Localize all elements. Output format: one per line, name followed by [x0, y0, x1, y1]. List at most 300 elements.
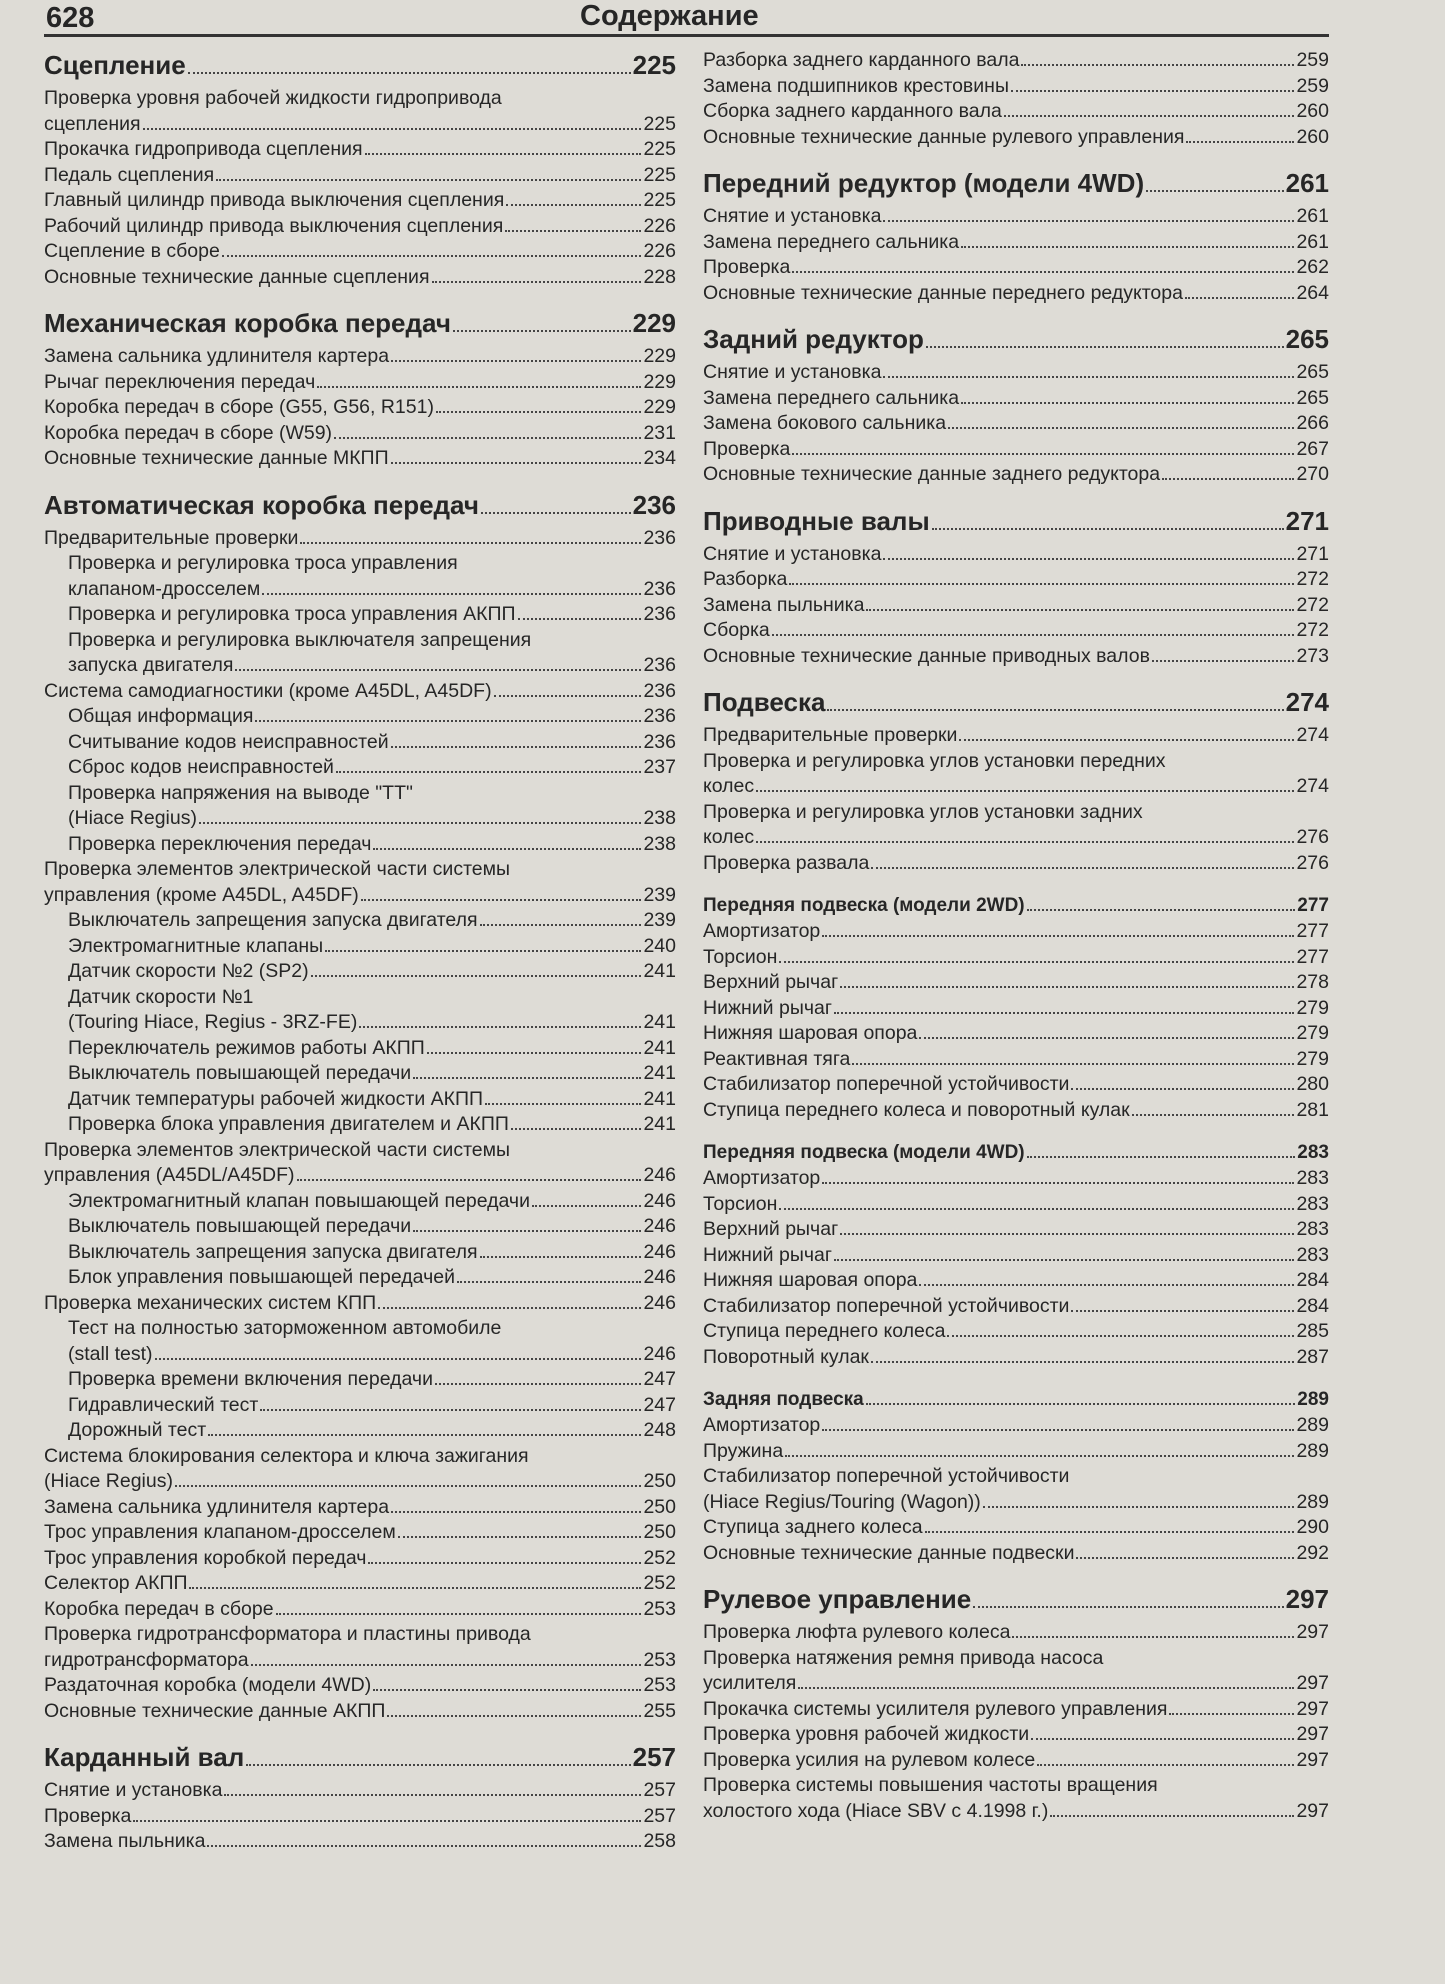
toc-entry-title: Стабилизатор поперечной устойчивости — [703, 1073, 1070, 1095]
toc-entry-page-number: 267 — [1296, 437, 1329, 460]
toc-entry — [44, 526, 676, 552]
toc-entry-page-number: 248 — [643, 1419, 676, 1441]
dot-leader — [959, 739, 1294, 741]
toc-entry — [703, 230, 1329, 256]
dot-leader — [317, 386, 641, 388]
toc-entry-title: Снятие и установка — [703, 361, 882, 383]
toc-entry-title: Проверка гидротрансформатора и пластины привода — [44, 1623, 531, 1645]
toc-entry-title: Замена бокового сальника — [703, 412, 947, 434]
toc-entry-title: Нижняя шаровая опора — [703, 1022, 918, 1044]
dot-leader — [436, 411, 641, 413]
dot-leader — [511, 1128, 642, 1130]
toc-entry-title: Сборка — [703, 619, 770, 641]
dot-leader — [792, 271, 1294, 273]
toc-entry-title: Пружина — [703, 1439, 784, 1462]
toc-entry-page-number: 257 — [643, 1804, 676, 1827]
toc-entry — [44, 344, 676, 370]
toc-entry — [44, 704, 676, 730]
dot-leader — [175, 1485, 641, 1487]
dot-leader — [359, 1026, 641, 1028]
toc-entry — [703, 851, 1329, 877]
dot-leader — [480, 924, 642, 926]
section-heading — [703, 892, 1329, 919]
dot-leader — [1186, 141, 1294, 143]
toc-entry-title: Селектор АКПП — [44, 1572, 188, 1594]
toc-entry — [44, 679, 676, 705]
toc-entry — [44, 421, 676, 447]
dot-leader — [883, 220, 1294, 222]
dot-leader — [772, 634, 1295, 636]
section-title: Приводные валы — [703, 505, 930, 536]
dot-leader — [432, 281, 642, 283]
toc-entry-title: Амортизатор — [703, 920, 821, 942]
toc-entry-page-number: 258 — [643, 1830, 676, 1852]
toc-entry-title: Проверка и регулировка троса управления АКПП — [68, 603, 516, 625]
toc-entry-title: Датчик скорости №1 — [68, 985, 254, 1008]
toc-entry-page-number: 272 — [1296, 568, 1329, 590]
toc-entry-page-number: 261 — [1296, 205, 1329, 227]
toc-entry — [44, 1342, 676, 1368]
page-number: 628 — [46, 2, 95, 34]
toc-entry-title-continued: колес — [703, 775, 755, 797]
dot-leader — [779, 961, 1294, 963]
dot-leader — [224, 1794, 641, 1796]
toc-entry — [44, 730, 676, 756]
toc-section — [703, 322, 1329, 488]
toc-entry-page-number: 273 — [1296, 644, 1329, 667]
dot-leader — [883, 558, 1294, 560]
toc-entry — [703, 1098, 1329, 1124]
toc-entry-page-number: 297 — [1296, 1672, 1329, 1694]
toc-entry-title: Ступица переднего колеса — [703, 1320, 946, 1342]
toc-entry — [703, 567, 1329, 593]
toc-entry-title: Проверка переключения передач — [68, 832, 372, 855]
toc-entry-title: Датчик скорости №2 (SP2) — [68, 960, 309, 982]
dot-leader — [961, 246, 1294, 248]
toc-entry-title: Проверка механических систем КПП — [44, 1291, 377, 1314]
toc-entry — [44, 602, 676, 628]
toc-entry — [44, 1699, 676, 1725]
toc-entry — [44, 1291, 676, 1317]
toc-entry-page-number: 226 — [643, 240, 676, 262]
toc-entry-title: Считывание кодов неисправностей — [68, 730, 389, 753]
toc-entry-title: Основные технические данные АКПП — [44, 1699, 386, 1722]
dot-leader — [255, 720, 641, 722]
toc-entry — [703, 255, 1329, 281]
toc-entry — [703, 644, 1329, 670]
toc-entry-page-number: 283 — [1296, 1243, 1329, 1266]
toc-entry-title: Проверка и регулировка троса управления — [68, 552, 458, 574]
section-title: Карданный вал — [44, 1742, 245, 1772]
toc-entry-page-number: 279 — [1296, 1047, 1329, 1070]
dot-leader — [143, 128, 642, 130]
toc-entry — [44, 883, 676, 909]
toc-entry-title: Верхний рычаг — [703, 1218, 839, 1240]
dot-leader — [973, 1606, 1283, 1608]
toc-entry-title: Электромагнитный клапан повышающей передачи — [68, 1189, 530, 1212]
toc-entry-title: Нижний рычаг — [703, 996, 832, 1019]
toc-entry — [703, 281, 1329, 307]
dot-leader — [798, 1687, 1294, 1689]
toc-entry — [703, 1047, 1329, 1073]
toc-entry-title-continued: гидротрансформатора — [44, 1648, 249, 1671]
toc-entry — [703, 1319, 1329, 1345]
dot-leader — [840, 986, 1294, 988]
toc-entry-title: Система блокирования селектора и ключа зажигания — [44, 1444, 529, 1467]
toc-entry-title: Проверка системы повышения частоты вращения — [703, 1774, 1158, 1796]
dot-leader — [1185, 297, 1295, 299]
section-heading — [703, 1582, 1329, 1616]
toc-entry — [44, 112, 676, 138]
toc-entry-title: Тест на полностью заторможенном автомобиле — [68, 1317, 502, 1339]
toc-section — [703, 892, 1329, 1123]
dot-leader — [932, 528, 1284, 530]
dot-leader — [368, 1562, 641, 1564]
toc-entry-page-number: 253 — [643, 1597, 676, 1620]
toc-entry — [44, 265, 676, 291]
toc-entry — [703, 593, 1329, 619]
section-heading — [703, 322, 1329, 356]
toc-entry — [44, 934, 676, 960]
toc-entry-title-continued: сцепления — [44, 112, 141, 135]
dot-leader — [207, 1845, 641, 1847]
toc-entry-page-number: 284 — [1296, 1269, 1329, 1291]
toc-entry — [703, 1515, 1329, 1541]
toc-entry-title-continued: холостого хода (Hiace SBV с 4.1998 г.) — [703, 1799, 1049, 1822]
dot-leader — [827, 709, 1283, 711]
toc-entry-title: Раздаточная коробка (модели 4WD) — [44, 1674, 372, 1696]
toc-section — [703, 1386, 1329, 1566]
toc-entry-title: Снятие и установка — [44, 1779, 223, 1801]
toc-entry — [44, 214, 676, 240]
toc-entry — [44, 806, 676, 832]
toc-entry-title: Торсион — [703, 1192, 778, 1215]
toc-entry-page-number: 290 — [1296, 1516, 1329, 1538]
toc-entry — [703, 1671, 1329, 1697]
toc-entry-page-number: 252 — [643, 1546, 676, 1569]
toc-entry — [44, 577, 676, 603]
toc-entry-page-number: 250 — [643, 1495, 676, 1518]
toc-entry-page-number: 246 — [643, 1240, 676, 1263]
toc-entry-title: Торсион — [703, 945, 778, 968]
toc-entry-page-number: 262 — [1296, 256, 1329, 278]
dot-leader — [1146, 190, 1283, 192]
toc-entry — [44, 1546, 676, 1572]
toc-entry-title: Основные технические данные заднего редуктора — [703, 463, 1161, 485]
dot-leader — [235, 669, 641, 671]
dot-leader — [276, 1613, 642, 1615]
toc-entry-title: Нижняя шаровая опора — [703, 1269, 918, 1291]
toc-entry-title: Проверка напряжения на выводе "TT" — [68, 781, 413, 804]
dot-leader — [427, 1052, 642, 1054]
dot-leader — [398, 1536, 642, 1538]
toc-entry — [44, 1778, 676, 1804]
toc-entry — [703, 774, 1329, 800]
toc-entry-title: Сборка заднего карданного вала — [703, 100, 1002, 122]
dot-leader — [871, 1361, 1294, 1363]
toc-entry-title: Верхний рычаг — [703, 971, 839, 993]
toc-entry — [44, 1367, 676, 1393]
toc-entry — [703, 1294, 1329, 1320]
toc-entry — [703, 1021, 1329, 1047]
toc-entry-page-number: 246 — [643, 1342, 676, 1365]
toc-entry — [703, 360, 1329, 386]
toc-section — [44, 48, 676, 290]
toc-entry-page-number: 265 — [1296, 386, 1329, 409]
section-page-number: 277 — [1297, 895, 1329, 916]
toc-entry — [44, 1189, 676, 1215]
toc-entry-page-number: 276 — [1296, 826, 1329, 848]
toc-entry-page-number: 236 — [643, 705, 676, 727]
header-rule — [44, 34, 1329, 37]
toc-entry — [703, 462, 1329, 488]
dot-leader — [391, 462, 642, 464]
dot-leader — [373, 1689, 641, 1691]
toc-entry — [703, 542, 1329, 568]
dot-leader — [155, 1358, 642, 1360]
toc-entry-page-number: 246 — [643, 1291, 676, 1314]
dot-leader — [1027, 909, 1296, 911]
dot-leader — [1071, 1088, 1294, 1090]
toc-entry-title: Замена переднего сальника — [703, 230, 960, 253]
section-title: Автоматическая коробка передач — [44, 489, 479, 520]
toc-entry-title-continued: (stall test) — [68, 1342, 153, 1365]
toc-entry-title-continued: (Hiace Regius) — [44, 1470, 173, 1492]
toc-entry — [703, 1192, 1329, 1218]
toc-entry-title: Проверка — [44, 1804, 132, 1827]
toc-entry — [703, 1243, 1329, 1269]
toc-entry — [703, 1072, 1329, 1098]
dot-leader — [336, 771, 641, 773]
dot-leader — [365, 153, 642, 155]
dot-leader — [947, 1335, 1294, 1337]
toc-entry-title: Гидравлический тест — [68, 1393, 259, 1416]
dot-leader — [297, 1179, 642, 1181]
toc-entry-title: Проверка развала — [703, 851, 870, 874]
toc-entry-title-continued: (Hiace Regius/Touring (Wagon)) — [703, 1490, 981, 1513]
toc-entry-page-number: 277 — [1296, 920, 1329, 942]
toc-entry-page-number: 231 — [643, 421, 676, 444]
dot-leader — [453, 330, 631, 332]
dot-leader — [300, 542, 641, 544]
toc-entry — [44, 1163, 676, 1189]
section-heading — [703, 1386, 1329, 1413]
toc-entry-title: Педаль сцепления — [44, 163, 215, 186]
toc-entry-page-number: 297 — [1296, 1748, 1329, 1771]
toc-entry-title-continued: управления (A45DL/A45DF) — [44, 1164, 295, 1186]
toc-entry-title: Ступица переднего колеса и поворотный кулак — [703, 1098, 1130, 1121]
dot-leader — [391, 1511, 641, 1513]
toc-entry — [703, 1268, 1329, 1294]
toc-entry-title: Проверка элементов электрической части системы — [44, 1138, 511, 1161]
toc-entry-page-number: 225 — [643, 112, 676, 135]
toc-entry — [703, 386, 1329, 412]
dot-leader — [391, 746, 642, 748]
toc-entry-page-number: 225 — [643, 163, 676, 186]
toc-entry-page-number: 241 — [643, 1011, 676, 1033]
toc-section — [44, 1740, 676, 1855]
toc-entry-title: Проверка блока управления двигателем и АКПП — [68, 1113, 509, 1135]
toc-entry-page-number: 272 — [1296, 619, 1329, 641]
section-title: Подвеска — [703, 687, 826, 717]
toc-entry-title: Ступица заднего колеса — [703, 1516, 923, 1538]
toc-entry — [703, 618, 1329, 644]
toc-entry-page-number: 246 — [643, 1164, 676, 1186]
toc-entry-title: Проверка — [703, 256, 791, 278]
toc-entry-title: Система самодиагностики (кроме A45DL, A45DF) — [44, 679, 492, 702]
toc-left-column — [44, 48, 676, 1871]
toc-entry — [703, 1413, 1329, 1439]
toc-right-column — [703, 48, 1329, 1840]
toc-entry-title: Дорожный тест — [68, 1419, 207, 1441]
toc-entry-title: Основные технические данные приводных валов — [703, 644, 1150, 667]
toc-entry-title: Проверка уровня рабочей жидкости — [703, 1723, 1030, 1745]
toc-entry-page-number: 250 — [643, 1521, 676, 1543]
section-heading — [44, 488, 676, 522]
dot-leader — [435, 1383, 641, 1385]
dot-leader — [260, 1409, 641, 1411]
dot-leader — [485, 1103, 641, 1105]
toc-entry-title: Проверка и регулировка углов установки задних — [703, 800, 1143, 823]
toc-section — [703, 48, 1329, 150]
dot-leader — [413, 1230, 641, 1232]
toc-entry — [703, 125, 1329, 151]
toc-entry-title: Коробка передач в сборе — [44, 1597, 274, 1620]
section-title: Сцепление — [44, 50, 186, 80]
toc-entry-title-continued: усилителя — [703, 1672, 797, 1694]
dot-leader — [1071, 1310, 1294, 1312]
dot-leader — [919, 1037, 1294, 1039]
dot-leader — [1132, 1114, 1295, 1116]
toc-entry — [44, 1036, 676, 1062]
toc-section — [44, 306, 676, 472]
toc-entry-page-number: 246 — [643, 1266, 676, 1288]
dot-leader — [871, 867, 1294, 869]
toc-entry-title: Трос управления клапаном-дросселем — [44, 1521, 396, 1543]
toc-section — [44, 488, 676, 1725]
dot-leader — [822, 1182, 1294, 1184]
toc-entry-page-number: 236 — [643, 577, 676, 600]
toc-entry — [703, 825, 1329, 851]
toc-entry — [703, 1697, 1329, 1723]
toc-entry-title: Основные технические данные подвески — [703, 1541, 1075, 1564]
toc-entry-title: Стабилизатор поперечной устойчивости — [703, 1294, 1070, 1317]
toc-entry-title: Проверка и регулировка выключателя запрещения — [68, 628, 532, 651]
toc-entry-title-continued: (Touring Hiace, Regius - 3RZ-FE) — [68, 1011, 358, 1033]
toc-entry-page-number: 241 — [643, 1087, 676, 1110]
dot-leader — [948, 427, 1294, 429]
toc-entry-page-number: 285 — [1296, 1320, 1329, 1342]
toc-entry — [703, 919, 1329, 945]
toc-entry — [44, 395, 676, 421]
toc-entry — [44, 1673, 676, 1699]
toc-entry — [44, 1804, 676, 1830]
toc-entry-page-number: 280 — [1296, 1073, 1329, 1095]
toc-entry — [703, 437, 1329, 463]
section-heading — [703, 504, 1329, 538]
dot-leader — [208, 1434, 641, 1436]
toc-entry-title: Коробка передач в сборе (G55, G56, R151) — [44, 396, 434, 418]
toc-entry-page-number: 289 — [1296, 1414, 1329, 1436]
toc-entry — [44, 755, 676, 781]
toc-entry-title-continued: колес — [703, 826, 755, 848]
dot-leader — [822, 935, 1294, 937]
toc-entry-page-number: 238 — [643, 832, 676, 855]
toc-entry — [703, 1166, 1329, 1192]
toc-entry-title: Блок управления повышающей передачей — [68, 1266, 455, 1288]
toc-entry-page-number: 287 — [1296, 1345, 1329, 1368]
toc-entry-title: Нижний рычаг — [703, 1243, 832, 1266]
toc-entry — [44, 1240, 676, 1266]
dot-leader — [480, 1256, 642, 1258]
toc-entry-page-number: 236 — [643, 730, 676, 753]
toc-entry — [44, 1010, 676, 1036]
toc-entry-page-number: 259 — [1296, 49, 1329, 71]
toc-entry-page-number: 264 — [1296, 281, 1329, 304]
toc-entry-title-continued: управления (кроме A45DL, A45DF) — [44, 883, 359, 906]
toc-entry-page-number: 260 — [1296, 125, 1329, 148]
dot-leader — [1076, 1557, 1294, 1559]
toc-entry-page-number: 297 — [1296, 1799, 1329, 1822]
toc-entry — [44, 1214, 676, 1240]
toc-entry-page-number: 261 — [1296, 230, 1329, 253]
toc-entry — [703, 1748, 1329, 1774]
dot-leader — [1012, 1636, 1294, 1638]
toc-entry-title: Проверка люфта рулевого колеса — [703, 1621, 1011, 1643]
toc-entry-title: Проверка и регулировка углов установки передних — [703, 749, 1166, 772]
toc-entry-title: Прокачка гидропривода сцепления — [44, 138, 363, 160]
dot-leader — [822, 1429, 1294, 1431]
toc-entry-page-number: 246 — [643, 1189, 676, 1212]
dot-leader — [785, 1455, 1294, 1457]
toc-entry — [44, 1087, 676, 1113]
dot-leader — [789, 583, 1294, 585]
dot-leader — [883, 376, 1294, 378]
toc-entry-page-number: 234 — [643, 447, 676, 469]
toc-entry-page-number: 283 — [1296, 1192, 1329, 1215]
toc-entry — [44, 1571, 676, 1597]
toc-entry — [44, 1393, 676, 1419]
toc-entry-page-number: 284 — [1296, 1294, 1329, 1317]
toc-entry-page-number: 226 — [643, 214, 676, 237]
page-title: Содержание — [580, 0, 759, 32]
toc-entry-page-number: 255 — [643, 1699, 676, 1722]
dot-leader — [378, 1307, 641, 1309]
toc-entry-title: Основные технические данные переднего редуктора — [703, 281, 1183, 304]
section-heading — [44, 306, 676, 340]
section-page-number: 229 — [632, 308, 676, 338]
toc-entry-title: Проверка времени включения передачи — [68, 1368, 433, 1390]
toc-entry — [703, 945, 1329, 971]
toc-entry-title: Выключатель запрещения запуска двигателя — [68, 909, 478, 931]
section-page-number: 274 — [1285, 687, 1329, 717]
toc-entry-page-number: 270 — [1296, 463, 1329, 485]
toc-entry-page-number: 259 — [1296, 74, 1329, 97]
dot-leader — [505, 230, 641, 232]
section-heading — [703, 685, 1329, 719]
dot-leader — [852, 1063, 1294, 1065]
dot-leader — [834, 1012, 1294, 1014]
toc-entry-page-number: 278 — [1296, 971, 1329, 993]
toc-entry-title: Замена пыльника — [44, 1830, 206, 1852]
toc-entry-page-number: 241 — [643, 1036, 676, 1059]
dot-leader — [222, 255, 642, 257]
dot-leader — [133, 1820, 641, 1822]
toc-entry — [44, 1520, 676, 1546]
toc-entry-title: Проверка уровня рабочей жидкости гидропривода — [44, 87, 502, 109]
toc-entry-page-number: 247 — [643, 1368, 676, 1390]
toc-entry — [44, 832, 676, 858]
